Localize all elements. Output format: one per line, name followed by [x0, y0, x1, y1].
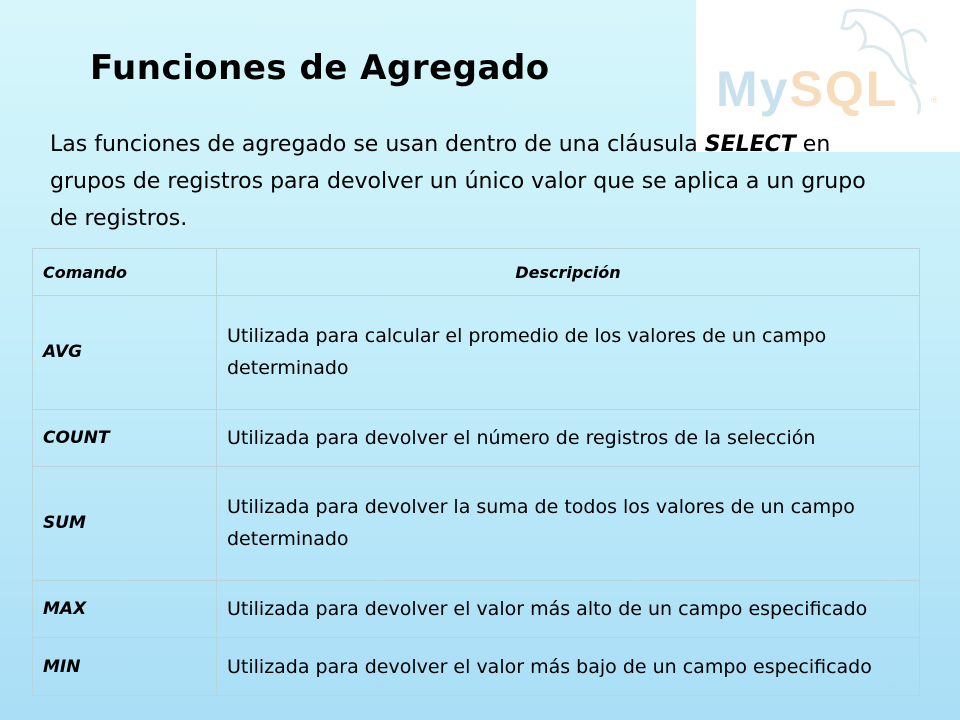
table-row	[33, 638, 920, 696]
description-cell: Utilizada para devolver el número de registros de la selección	[217, 409, 920, 467]
description-cell: Utilizada para calcular el promedio de los valores de un campo determinado	[217, 296, 920, 410]
table-row	[33, 296, 920, 410]
table-header-row	[33, 249, 920, 296]
command-cell: COUNT	[33, 409, 217, 467]
slide-title: Funciones de Agregado	[90, 48, 550, 88]
description-cell: Utilizada para devolver el valor más bajo de un campo especificado	[217, 638, 920, 696]
mysql-wordmark	[716, 60, 898, 118]
command-cell: MAX	[33, 580, 217, 638]
intro-text-start: Las funciones de agregado se usan dentro de una cláusula	[50, 132, 705, 157]
registered-mark: ®	[930, 96, 939, 106]
functions-table	[32, 248, 920, 696]
command-cell: AVG	[33, 296, 217, 410]
intro-paragraph	[50, 126, 880, 237]
intro-keyword: SELECT	[704, 132, 796, 157]
command-cell: MIN	[33, 638, 217, 696]
table-row	[33, 580, 920, 638]
table-row	[33, 467, 920, 581]
header-descripcion: Descripción	[217, 249, 920, 296]
logo-text-my: My	[716, 61, 790, 117]
header-comando: Comando	[33, 249, 217, 296]
logo-text-sql: SQL	[789, 61, 899, 117]
table-row	[33, 409, 920, 467]
description-cell: Utilizada para devolver el valor más alto de un campo especificado	[217, 580, 920, 638]
intro-text-end: en grupos de registros para devolver un único valor que se aplica a un grupo de registros.	[50, 132, 866, 231]
command-cell: SUM	[33, 467, 217, 581]
description-cell: Utilizada para devolver la suma de todos los valores de un campo determinado	[217, 467, 920, 581]
